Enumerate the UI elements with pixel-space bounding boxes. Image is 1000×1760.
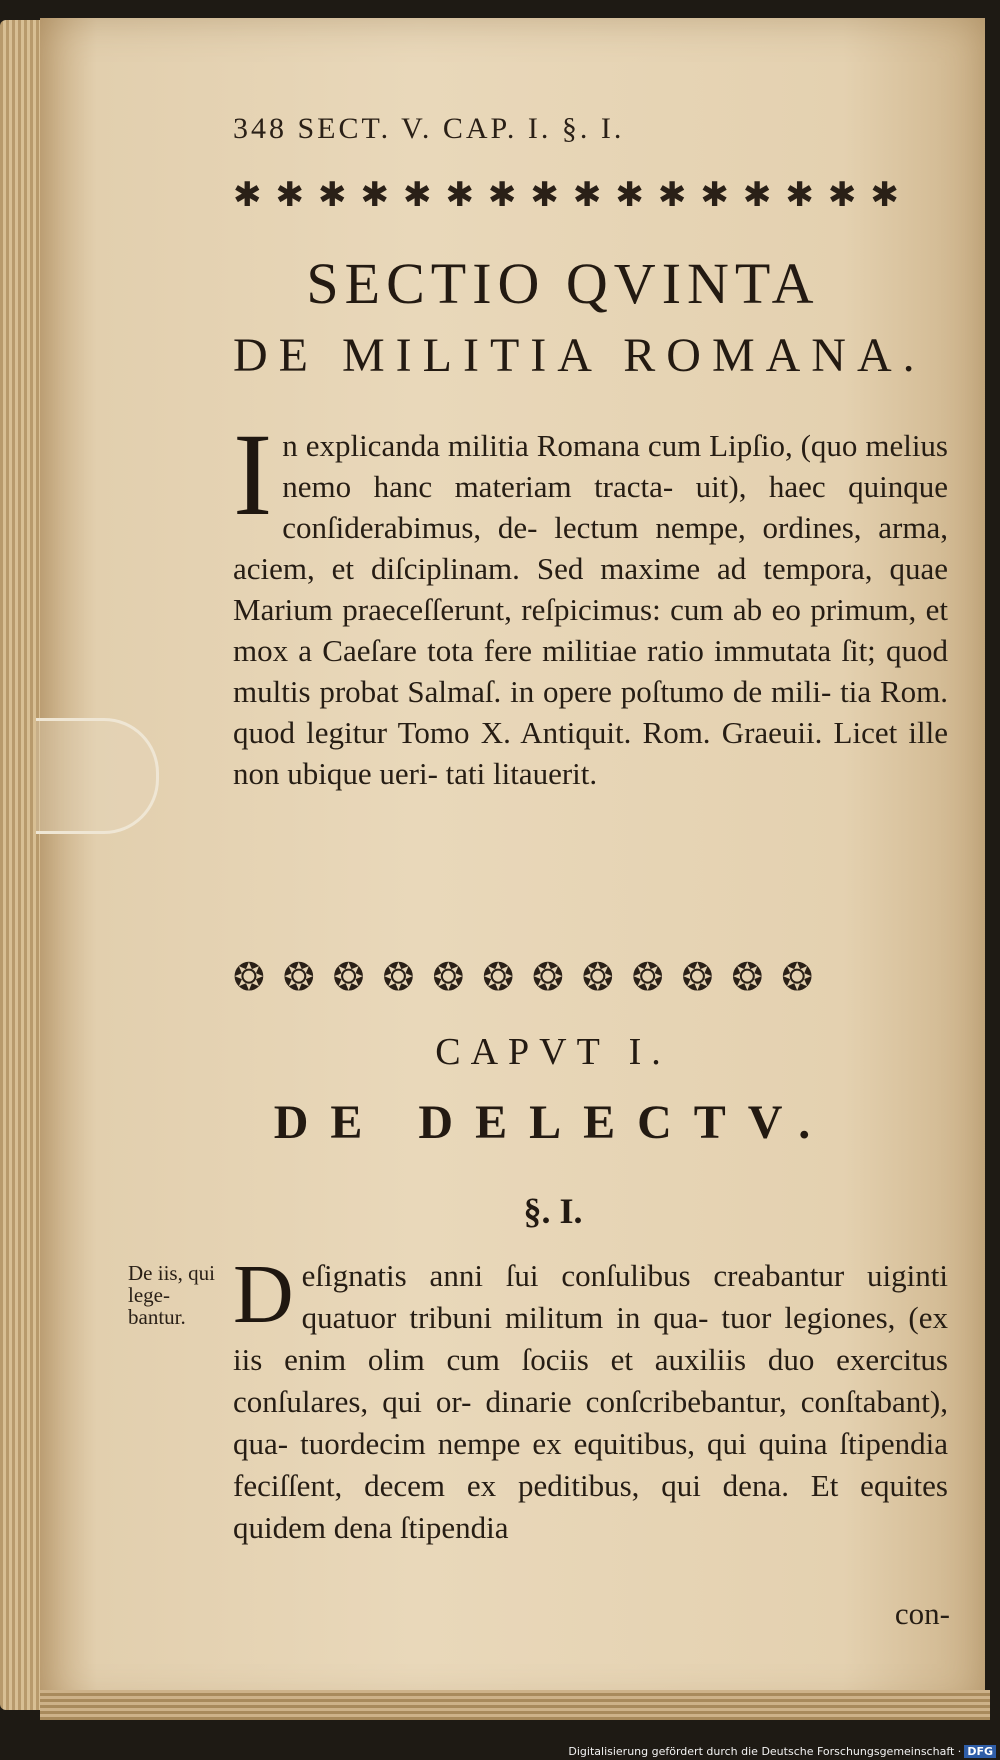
clasp-strap <box>36 718 159 834</box>
marginal-note: De iis, qui lege- bantur. <box>128 1261 215 1329</box>
catchword: con- <box>894 1596 950 1631</box>
drop-cap: I <box>233 409 273 540</box>
digitization-credit <box>568 1745 996 1758</box>
book-bottom-edge <box>40 1690 990 1720</box>
intro-paragraph <box>233 409 948 794</box>
body-text: eſignatis anni ſui conſulibus creabantur uiginti quatuor tribuni militum in qua- tuor legiones, (ex iis enim olim cum ſociis et auxiliis duo exercitus conſulares, qui or- dinarie conſcribebantur, conſtabant), qua- tuordecim nempe ex equitibus, qui quina ſtipendia feciſſent, decem ex peditibus, qui dena. Et equites quidem dena ſtipendia <box>233 1258 948 1545</box>
section-subtitle: DE MILITIA ROMANA. <box>233 329 926 382</box>
chapter-title: DE DELECTV. <box>273 1096 833 1149</box>
section-title: SECTIO QVINTA <box>306 251 820 316</box>
intro-text: n explicanda militia Romana cum Lipſio, (quo melius nemo hanc materiam tracta- uit), haec quinque conſiderabimus, de- lectum nempe, ordines, arma, aciem, et diſciplinam. Sed maxime ad tempora, quae Marium praeceſſerunt, reſpicimus: cum ab eo primum, et mox a Caeſare tota fere militiae ratio immutata ſit; quod multis probat Salmaſ. in opere poſtumo de mili- tia Rom. quod legitur Tomo X. Antiquit. Rom. Graeuii. Licet ille non ubique ueri- tati litauerit. <box>233 428 948 791</box>
star-ornament-row: ✱✱✱✱✱✱✱✱✱✱✱✱✱✱✱✱ <box>233 175 913 215</box>
running-head: 348 SECT. V. CAP. I. §. I. <box>233 112 625 145</box>
section-mark: §. I. <box>523 1191 583 1231</box>
body-paragraph <box>233 1248 948 1549</box>
chapter-number: CAPVT I. <box>435 1031 671 1073</box>
ornament-row: ❂❂❂❂❂❂❂❂❂❂❂❂ <box>233 955 832 999</box>
credit-text: Digitalisierung gefördert durch die Deutsche Forschungsgemeinschaft · <box>568 1745 962 1758</box>
drop-cap-body: D <box>233 1248 294 1341</box>
dfg-logo: DFG <box>964 1745 996 1758</box>
